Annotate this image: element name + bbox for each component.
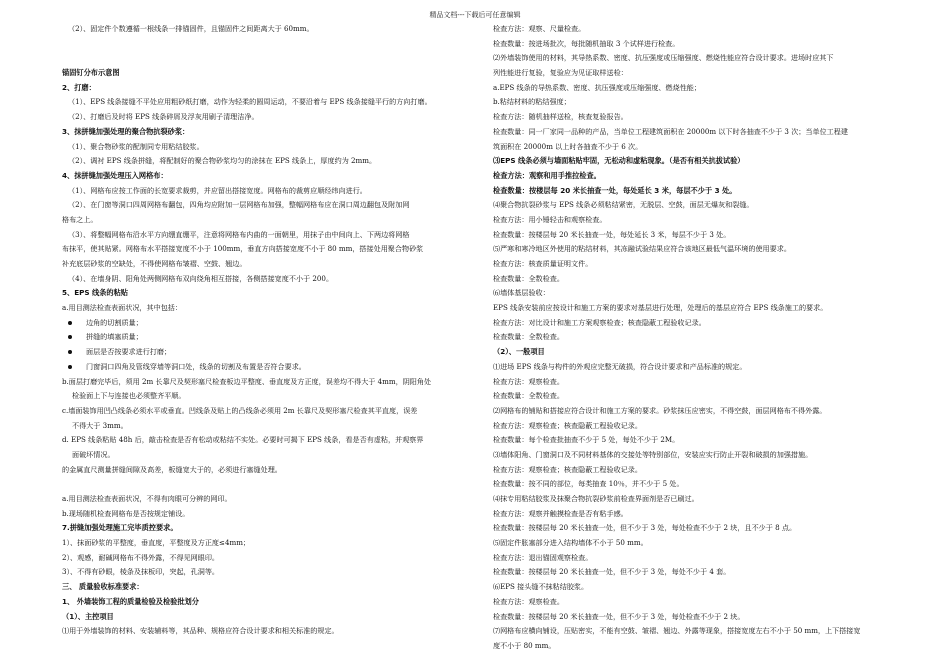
text-line bbox=[493, 375, 923, 390]
line-text: ⑹EPS 接头缝不抹粘结胶浆。 bbox=[493, 582, 589, 592]
line-text: 检查数量：按楼层每 20 米长抽查一处，每处延长 3 米，每层不少于 3 处。 bbox=[493, 229, 731, 239]
section-heading bbox=[62, 595, 486, 610]
section-heading bbox=[62, 610, 486, 625]
line-text: 筑面积在 20000m 以上时各抽查不少于 6 次。 bbox=[493, 141, 643, 151]
line-text: 门窗洞口四角及管线穿墙等洞口处，线条的切割及布置是否符合要求。 bbox=[86, 361, 306, 371]
line-text: 1）、抹面砂浆的平整度，垂直度，平整度及方正度≤4mm； bbox=[62, 538, 251, 548]
text-line bbox=[493, 580, 923, 595]
line-text: 3）、不得有砂眼，棱条及抹板印，突起，孔洞等。 bbox=[62, 567, 220, 577]
text-line bbox=[493, 37, 923, 52]
text-line bbox=[62, 22, 486, 37]
line-text: （1）、EPS 线条接缝不平处应用粗砂纸打磨，动作为轻柔的圆周运动，不要沿着与 EPS 线条接缝平行的方向打磨。 bbox=[68, 97, 432, 107]
line-text: 检查数量：全数检查。 bbox=[493, 273, 564, 283]
text-line bbox=[493, 22, 923, 37]
line-text: 检查数量：按不同的部位，每类抽查 10％，并不少于 5 处。 bbox=[493, 479, 684, 489]
line-text: a.用目测法检查表面状况，其中包括： bbox=[62, 303, 182, 313]
line-text: 检查数量：同一厂家同一品种的产品，当单位工程建筑面积在 20000m 以下时各抽查不少于 3 次；当单位工程建 bbox=[493, 126, 848, 136]
text-line bbox=[62, 375, 486, 390]
text-line bbox=[493, 507, 923, 522]
text-line bbox=[62, 507, 486, 522]
text-line bbox=[62, 213, 486, 228]
text-line bbox=[493, 463, 923, 478]
line-text: （2）、打磨后及时将 EPS 线条碎屑及浮灰用刷子清理洁净。 bbox=[68, 112, 259, 122]
line-text: 检查数量：按楼层每 20 米长抽查一处，每处延长 3 米，每层不少于 3 处。 bbox=[493, 185, 737, 195]
line-text: ⑶EPS 线条必须与墙面粘贴牢固，无松动和虚粘现象。（是否有相关抗拔试验） bbox=[493, 156, 745, 166]
text-line bbox=[493, 521, 923, 536]
text-line bbox=[62, 536, 486, 551]
text-line bbox=[493, 551, 923, 566]
text-line bbox=[493, 228, 923, 243]
line-text: 7.拼缝加强处理施工完毕质控要求。 bbox=[62, 523, 178, 533]
text-line bbox=[493, 242, 923, 257]
left-column bbox=[62, 22, 486, 639]
line-text: 面层是否按要求进行打磨； bbox=[86, 347, 172, 357]
text-line bbox=[493, 492, 923, 507]
line-text: 检查方法：退出锚固观察检查。 bbox=[493, 552, 593, 562]
line-text: 锚固钉分布示意图 bbox=[62, 68, 120, 78]
text-line bbox=[493, 595, 923, 610]
section-heading bbox=[493, 345, 923, 360]
text-line bbox=[493, 272, 923, 287]
text-line bbox=[62, 389, 486, 404]
section-heading bbox=[62, 521, 486, 536]
text-line bbox=[62, 419, 486, 434]
text-line bbox=[493, 389, 923, 404]
section-heading bbox=[493, 154, 923, 169]
text-line bbox=[493, 257, 923, 272]
line-text: （1）、主控项目 bbox=[62, 611, 114, 621]
line-text: （2）、一般项目 bbox=[493, 347, 545, 357]
line-text: 边角的切割质量； bbox=[86, 317, 143, 327]
bullet-item bbox=[62, 345, 486, 360]
line-text: 5、EPS 线条的粘贴 bbox=[62, 288, 128, 298]
text-line bbox=[62, 624, 486, 639]
bullet-icon bbox=[68, 365, 72, 369]
line-text: 检查方法：观察检查；核查隐蔽工程验收记录。 bbox=[493, 420, 642, 430]
text-line bbox=[493, 125, 923, 140]
text-line bbox=[493, 316, 923, 331]
line-text: 补充底层砂浆的空缺处，不得使网格布皱褶、空鼓、翘边。 bbox=[62, 259, 247, 268]
section-heading bbox=[493, 184, 923, 199]
text-line bbox=[62, 110, 486, 125]
line-text: b.粘结材料的粘结强度； bbox=[493, 97, 571, 107]
line-text: 检查数量：全数检查。 bbox=[493, 332, 564, 342]
section-heading bbox=[493, 169, 923, 184]
line-text: ⑺网格布应横向铺设，压贴密实，不能有空鼓、皱褶、翘边、外露等现象，搭接宽度左右不小于 50 mm，上下搭接宽 bbox=[493, 626, 861, 636]
text-line bbox=[62, 95, 486, 110]
text-line bbox=[493, 565, 923, 580]
line-text: ⑵外墙装饰使用的材料，其导热系数、密度、抗压强度或压缩强度、燃烧性能应符合设计要求。进场时应其下 bbox=[493, 53, 834, 63]
page-header: 精品文档---下载后可任意编辑 bbox=[429, 11, 521, 19]
text-line bbox=[62, 551, 486, 566]
line-text: 布抹平，使其贴紧。网格布水平搭接宽度不小于 100mm，垂直方向搭接宽度不小于 80 mm，搭接处用聚合物砂浆 bbox=[62, 244, 424, 254]
line-text: （1）、聚合物砂浆的配制同专用粘结胶浆。 bbox=[68, 141, 204, 151]
line-text: 面破坏情况。 bbox=[72, 449, 115, 459]
line-text: 检查方法：核查质量证明文件。 bbox=[493, 259, 593, 268]
line-text: b.现场随机检查网格布是否按规定铺设。 bbox=[62, 508, 190, 518]
section-heading bbox=[62, 580, 486, 595]
text-line bbox=[493, 140, 923, 155]
line-text: a.EPS 线条的导热系数、密度、抗压强度或压缩强度、燃烧性能； bbox=[493, 82, 701, 92]
line-text: （1）、网格布应按工作面的长宽要求裁剪，并应留出搭接宽度。网格布的裁剪应顺经纬向进行。 bbox=[68, 185, 367, 195]
section-heading bbox=[62, 66, 486, 81]
text-line bbox=[493, 110, 923, 125]
line-text: ⑶墙体阳角、门窗洞口及不同材料基体的交接处等特别部位，安装应实行防止开裂和破损的加强措施。 bbox=[493, 449, 813, 459]
text-line bbox=[62, 433, 486, 448]
section-heading bbox=[62, 125, 486, 140]
text-line bbox=[493, 301, 923, 316]
line-text: EPS 线条安装前应按设计和施工方案的要求对基层进行处理，处理后的基层应符合 EPS 线条施工的要求。 bbox=[493, 303, 828, 313]
text-line bbox=[62, 242, 486, 257]
text-line bbox=[62, 184, 486, 199]
text-line bbox=[62, 228, 486, 243]
text-line bbox=[493, 66, 923, 81]
line-text: ⑴进场 EPS 线条与构件的外观应完整无破损，符合设计要求和产品标准的规定。 bbox=[493, 361, 747, 371]
bullet-item bbox=[62, 316, 486, 331]
line-text: d. EPS 线条粘贴 48h 后，敲击检查是否有松动或粘结不实处。必要时可揭下 EPS 线条，看是否有虚粘，并观察界 bbox=[62, 435, 424, 445]
line-text: （2）、调衬 EPS 线条拼缝，将配制好的聚合物砂浆均匀的涂抹在 EPS 线条上，厚度约为 2mm。 bbox=[68, 156, 377, 166]
bullet-icon bbox=[68, 321, 72, 325]
text-line bbox=[62, 404, 486, 419]
line-text: 列性能进行复验，复验应为见证取样送检： bbox=[493, 68, 628, 78]
line-text: 检查方法：观察检查。 bbox=[493, 596, 564, 606]
line-text: （3）、将整幅网格布沿水平方向绷直绷平，注意将网格布内曲的一面朝里，用抹子由中间向上、下两边将网格 bbox=[68, 229, 410, 239]
line-text: ⑵网格布的铺贴和搭接应符合设计和施工方案的要求。砂浆抹压应密实，不得空鼓，面层网格布不得外露。 bbox=[493, 405, 827, 415]
line-text: a.用目测法检查表面状况，不得有肉眼可分辨的网印。 bbox=[62, 494, 232, 503]
blank-line bbox=[62, 477, 486, 492]
bullet-item bbox=[62, 360, 486, 375]
text-line bbox=[493, 360, 923, 375]
text-line bbox=[493, 624, 923, 639]
text-line bbox=[62, 448, 486, 463]
line-text: 检查数量：按楼层每 20 米长抽查一处，但不少于 3 处，每处不少于 4 套。 bbox=[493, 567, 731, 577]
blank-line bbox=[62, 51, 486, 66]
line-text: 3、抹拼缝加强处理的聚合物抗裂砂浆： bbox=[62, 126, 190, 136]
line-text: 检查方法：用小锤轻击和观察检查。 bbox=[493, 214, 607, 224]
bullet-item bbox=[62, 330, 486, 345]
line-text: 检查数量：按楼层每 20 米长抽查一处，但不少于 3 处，每处检查不少于 2 块。 bbox=[493, 611, 745, 621]
line-text: 2）、观感，耐碱网格布不得外露，不得见网眼印。 bbox=[62, 552, 220, 562]
line-text: ⑴用于外墙装饰的材料、安装辅料等，其品种、规格应符合设计要求和相关标准的规定。 bbox=[62, 626, 339, 636]
line-text: ⑸固定件胀塞部分进入结构墙体不小于 50 mm。 bbox=[493, 538, 648, 548]
section-heading bbox=[62, 169, 486, 184]
text-line bbox=[62, 301, 486, 316]
line-text: 检查方法：观察、尺量检查。 bbox=[493, 24, 586, 33]
line-text: 度不小于 80 mm。 bbox=[493, 640, 556, 650]
text-line bbox=[62, 198, 486, 213]
line-text: 4、抹拼缝加强处理压入网格布： bbox=[62, 170, 168, 180]
text-line bbox=[493, 536, 923, 551]
bullet-icon bbox=[68, 350, 72, 354]
line-text: 不得大于 3mm。 bbox=[72, 420, 128, 430]
text-line bbox=[62, 257, 486, 272]
line-text: 检查方法：观察检查。 bbox=[493, 376, 564, 386]
text-line bbox=[62, 492, 486, 507]
line-text: c.墙面装饰用凹凸线条必须水平或垂直。凹线条及贴上的凸线条必须用 2m 长靠尺及契形塞尺检查其平直度，误差 bbox=[62, 405, 418, 415]
text-line bbox=[62, 463, 486, 478]
line-text: ⑸严寒和寒冷地区外使用的粘结材料，其冻融试验结果应符合该地区最低气温环境的使用要求。 bbox=[493, 244, 791, 254]
section-heading bbox=[62, 286, 486, 301]
line-text: ⑷抹专用粘结胶浆及抹聚合物抗裂砂浆前检查界面剂是否已刷过。 bbox=[493, 494, 699, 503]
text-line bbox=[493, 419, 923, 434]
line-text: ⑷聚合物抗裂砂浆与 EPS 线条必须粘结紧密，无脱层、空鼓，面层无爆灰和裂缝。 bbox=[493, 200, 754, 210]
line-text: 检查方法：观察检查；核查隐蔽工程验收记录。 bbox=[493, 464, 642, 474]
line-text: 检查数量：按楼层每 20 米长抽查一处，但不少于 3 处，每处检查不少于 2 块，且不少于 8 点。 bbox=[493, 523, 797, 533]
blank-line bbox=[62, 37, 486, 52]
line-text: 检查数量：每个检查批抽查不少于 5 处，每处不少于 2M。 bbox=[493, 435, 680, 445]
right-column bbox=[493, 22, 923, 654]
text-line bbox=[493, 95, 923, 110]
text-line bbox=[493, 404, 923, 419]
line-text: ⑹墙体基层验收： bbox=[493, 288, 550, 298]
text-line bbox=[62, 565, 486, 580]
line-text: 格布之上。 bbox=[62, 214, 98, 224]
line-text: （2）、固定件个数遵循一根线条一排锚固件，且锚固件之间距离大于 60mm。 bbox=[68, 24, 314, 33]
line-text: 检查数量：按进场批次，每批随机抽取 3 个试样进行检查。 bbox=[493, 38, 680, 48]
line-text: 检查方法：观察和用手推拉检查。 bbox=[493, 170, 601, 180]
text-line bbox=[62, 272, 486, 287]
line-text: b.面层打磨完毕后，须用 2m 长靠尺及契形塞尺检查板边平整度、垂直度及方正度，误差均不得大于 4mm，阴阳角处 bbox=[62, 376, 432, 386]
text-line bbox=[493, 330, 923, 345]
text-line bbox=[62, 154, 486, 169]
text-line bbox=[493, 448, 923, 463]
text-line bbox=[493, 213, 923, 228]
text-line bbox=[493, 198, 923, 213]
line-text: （2）、在门窗等洞口四周网格布翻包，四角均应附加一层网格布加强，整幅网格布应在洞口周边翻包及附加网 bbox=[68, 200, 410, 210]
line-text: 拼缝的填塞质量； bbox=[86, 332, 143, 342]
text-line bbox=[493, 639, 923, 654]
text-line bbox=[493, 81, 923, 96]
bullet-icon bbox=[68, 335, 72, 339]
line-text: 检查方法：随机抽样送检，核查复验报告。 bbox=[493, 112, 628, 122]
line-text: 2、打磨： bbox=[62, 82, 96, 92]
line-text: 的金属直尺测量拼缝间隙及高差，板缝宽大于的，必须进行塞缝处理。 bbox=[62, 464, 282, 474]
text-line bbox=[493, 610, 923, 625]
section-heading bbox=[62, 81, 486, 96]
line-text: 三、 质量验收标准要求： bbox=[62, 582, 144, 592]
line-text: 检查方法：对比设计和施工方案观察检查；核查隐蔽工程验收记录。 bbox=[493, 317, 706, 327]
text-line bbox=[62, 140, 486, 155]
line-text: 检验面上下与连接也必须整齐平顺。 bbox=[72, 391, 186, 401]
text-line bbox=[493, 51, 923, 66]
text-line bbox=[493, 433, 923, 448]
line-text: 检查方法：观察并触摸检查是否有粘手感。 bbox=[493, 508, 628, 518]
line-text: （4）、在墙身阴、阳角处两侧网格布双向绕角相互搭接，各侧搭接宽度不小于 200。 bbox=[68, 273, 334, 283]
line-text: 检查数量：全数检查。 bbox=[493, 391, 564, 401]
text-line bbox=[493, 477, 923, 492]
text-line bbox=[493, 286, 923, 301]
line-text: 1、 外墙装饰工程的质量检验及检验批划分 bbox=[62, 596, 199, 606]
